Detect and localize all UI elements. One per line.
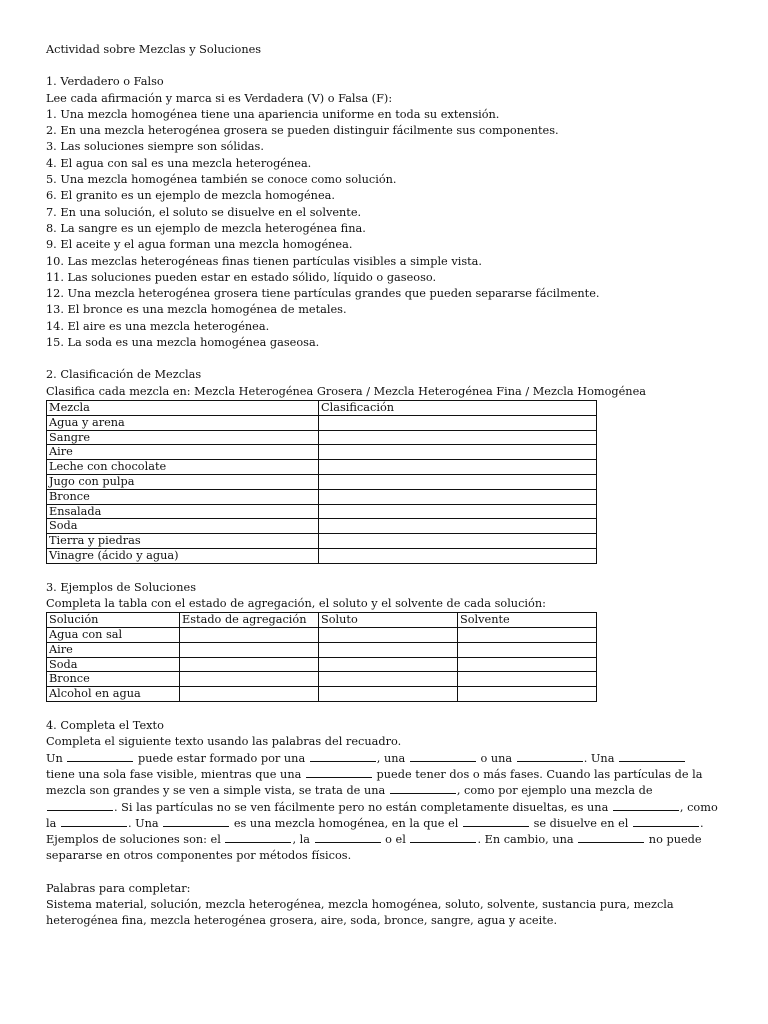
blank-line[interactable] [613, 800, 679, 811]
blank-line[interactable] [225, 832, 291, 843]
blank-line[interactable] [390, 783, 456, 794]
section4-heading: 4. Completa el Texto [46, 719, 164, 733]
classification-answer-cell[interactable] [319, 460, 597, 475]
section3-instruction: Completa la tabla con el estado de agregación, el soluto y el solvente de cada solución: [46, 597, 546, 610]
true-false-item: 10. Las mezclas heterogéneas finas tienen partículas visibles a simple vista. [46, 254, 482, 268]
true-false-item: 13. El bronce es una mezcla homogénea de metales. [46, 303, 347, 317]
paragraph-segment: o una [476, 751, 516, 765]
paragraph-segment: . En cambio, una [477, 833, 578, 847]
blank-line[interactable] [163, 816, 229, 827]
blank-line[interactable] [61, 816, 127, 827]
classification-answer-cell[interactable] [319, 534, 597, 549]
paragraph-segment: . Si las partículas no se ven fácilmente pero no están completamente disueltas, es una [114, 800, 612, 814]
blank-line[interactable] [315, 832, 381, 843]
fill-in-paragraph [46, 751, 718, 865]
solutions-header-solvente: Solvente [458, 613, 597, 628]
solvent-answer-cell[interactable] [458, 687, 597, 702]
true-false-item: 14. El aire es una mezcla heterogénea. [46, 319, 270, 333]
solutions-header-soluto: Soluto [319, 613, 458, 628]
mixture-cell: Sangre [47, 430, 319, 445]
solvent-answer-cell[interactable] [458, 642, 597, 657]
page-title: Actividad sobre Mezclas y Soluciones [46, 43, 262, 56]
true-false-item: 1. Una mezcla homogénea tiene una apariencia uniforme en toda su extensión. [46, 107, 500, 121]
classification-answer-cell[interactable] [319, 415, 597, 430]
classification-answer-cell[interactable] [319, 504, 597, 519]
table-row [47, 672, 597, 687]
table-row [47, 415, 597, 430]
paragraph-segment: puede tener dos o más fases. Cuando las partículas de la mezcla son grandes y se ven a simple vista, se trata de una [46, 767, 703, 798]
blank-line[interactable] [306, 767, 372, 778]
state-answer-cell[interactable] [180, 672, 319, 687]
blank-line[interactable] [67, 751, 133, 762]
true-false-list [46, 107, 718, 351]
true-false-item: 11. Las soluciones pueden estar en estado sólido, líquido o gaseoso. [46, 270, 437, 284]
paragraph-segment: tiene una sola fase visible, mientras que una [46, 767, 305, 781]
table-row [47, 657, 597, 672]
state-answer-cell[interactable] [180, 687, 319, 702]
section1-heading: 1. Verdadero o Falso [46, 75, 164, 89]
solutions-header-solucion: Solución [47, 613, 180, 628]
words-list: Sistema material, solución, mezcla heterogénea, mezcla homogénea, soluto, solvente, sustancia pura, mezcla heterogénea fina, mezcla heterogénea grosera, aire, soda, bronce, sangre, agua y aceite. [46, 898, 674, 928]
solvent-answer-cell[interactable] [458, 657, 597, 672]
paragraph-segment: . Ejemplos de soluciones son: el [46, 816, 704, 847]
solution-cell: Bronce [47, 672, 180, 687]
classification-answer-cell[interactable] [319, 474, 597, 489]
section2-heading: 2. Clasificación de Mezclas [46, 368, 202, 382]
true-false-item: 6. El granito es un ejemplo de mezcla homogénea. [46, 189, 335, 203]
blank-line[interactable] [310, 751, 376, 762]
table-row [47, 642, 597, 657]
table-row [47, 628, 597, 643]
blank-line[interactable] [578, 832, 644, 843]
solute-answer-cell[interactable] [319, 642, 458, 657]
table-row [47, 687, 597, 702]
mixture-cell: Agua y arena [47, 415, 319, 430]
solution-cell: Alcohol en agua [47, 687, 180, 702]
paragraph-segment: se disuelve en el [529, 816, 632, 830]
classification-answer-cell[interactable] [319, 430, 597, 445]
blank-line[interactable] [47, 800, 113, 811]
blank-line[interactable] [410, 832, 476, 843]
worksheet [46, 42, 718, 930]
classification-header-mezcla: Mezcla [47, 400, 319, 415]
paragraph-segment: no puede separarse en otros componentes por métodos físicos. [46, 833, 702, 863]
mixture-cell: Aire [47, 445, 319, 460]
true-false-item: 2. En una mezcla heterogénea grosera se pueden distinguir fácilmente sus componentes. [46, 124, 559, 138]
state-answer-cell[interactable] [180, 628, 319, 643]
paragraph-segment: , una [376, 751, 409, 765]
solute-answer-cell[interactable] [319, 628, 458, 643]
classification-answer-cell[interactable] [319, 445, 597, 460]
table-row [47, 430, 597, 445]
blank-line[interactable] [463, 816, 529, 827]
table-row [47, 504, 597, 519]
mixture-cell: Jugo con pulpa [47, 474, 319, 489]
classification-header-clasificacion: Clasificación [319, 400, 597, 415]
solvent-answer-cell[interactable] [458, 628, 597, 643]
section2-instruction: Clasifica cada mezcla en: Mezcla Heterogénea Grosera / Mezcla Heterogénea Fina / Mezcla Homogénea [46, 384, 646, 398]
classification-table [46, 400, 597, 564]
true-false-item: 8. La sangre es un ejemplo de mezcla heterogénea fina. [46, 221, 366, 235]
solute-answer-cell[interactable] [319, 687, 458, 702]
true-false-item: 9. El aceite y el agua forman una mezcla homogénea. [46, 238, 353, 252]
mixture-cell: Soda [47, 519, 319, 534]
blank-line[interactable] [619, 751, 685, 762]
mixture-cell: Tierra y piedras [47, 534, 319, 549]
blank-line[interactable] [410, 751, 476, 762]
true-false-item: 3. Las soluciones siempre son sólidas. [46, 140, 264, 154]
classification-answer-cell[interactable] [319, 489, 597, 504]
paragraph-segment: o el [381, 833, 410, 847]
classification-answer-cell[interactable] [319, 548, 597, 563]
table-row [47, 534, 597, 549]
paragraph-segment: , como la [46, 800, 718, 830]
table-row [47, 548, 597, 563]
true-false-item: 12. Una mezcla heterogénea grosera tiene partículas grandes que pueden separarse fácilmente. [46, 287, 600, 301]
state-answer-cell[interactable] [180, 642, 319, 657]
paragraph-segment: es una mezcla homogénea, en la que el [230, 816, 462, 830]
paragraph-segment: puede estar formado por una [134, 751, 309, 765]
true-false-item: 4. El agua con sal es una mezcla heterogénea. [46, 156, 312, 170]
mixture-cell: Vinagre (ácido y agua) [47, 548, 319, 563]
true-false-item: 7. En una solución, el soluto se disuelve en el solvente. [46, 205, 362, 219]
mixture-cell: Leche con chocolate [47, 460, 319, 475]
solution-cell: Soda [47, 657, 180, 672]
true-false-item: 5. Una mezcla homogénea también se conoce como solución. [46, 173, 397, 187]
blank-line[interactable] [633, 816, 699, 827]
table-row [47, 445, 597, 460]
section1-instruction: Lee cada afirmación y marca si es Verdadera (V) o Falsa (F): [46, 91, 393, 105]
solvent-answer-cell[interactable] [458, 672, 597, 687]
classification-answer-cell[interactable] [319, 519, 597, 534]
paragraph-segment: , como por ejemplo una mezcla de [456, 784, 653, 798]
words-heading: Palabras para completar: [46, 881, 191, 895]
table-row [47, 489, 597, 504]
table-row [47, 474, 597, 489]
section4-instruction: Completa el siguiente texto usando las palabras del recuadro. [46, 735, 402, 749]
paragraph-segment: . Una [127, 816, 163, 830]
solution-cell: Agua con sal [47, 628, 180, 643]
true-false-item: 15. La soda es una mezcla homogénea gaseosa. [46, 336, 320, 350]
mixture-cell: Ensalada [47, 504, 319, 519]
solutions-header-estado: Estado de agregación [180, 613, 319, 628]
solute-answer-cell[interactable] [319, 657, 458, 672]
paragraph-segment: Un [46, 751, 67, 765]
solution-cell: Aire [47, 642, 180, 657]
table-row [47, 519, 597, 534]
table-row [47, 460, 597, 475]
paragraph-segment: , la [292, 833, 314, 847]
paragraph-segment: . Una [583, 751, 619, 765]
section3-heading: 3. Ejemplos de Soluciones [46, 580, 196, 594]
mixture-cell: Bronce [47, 489, 319, 504]
state-answer-cell[interactable] [180, 657, 319, 672]
blank-line[interactable] [517, 751, 583, 762]
solute-answer-cell[interactable] [319, 672, 458, 687]
solutions-table [46, 612, 597, 702]
